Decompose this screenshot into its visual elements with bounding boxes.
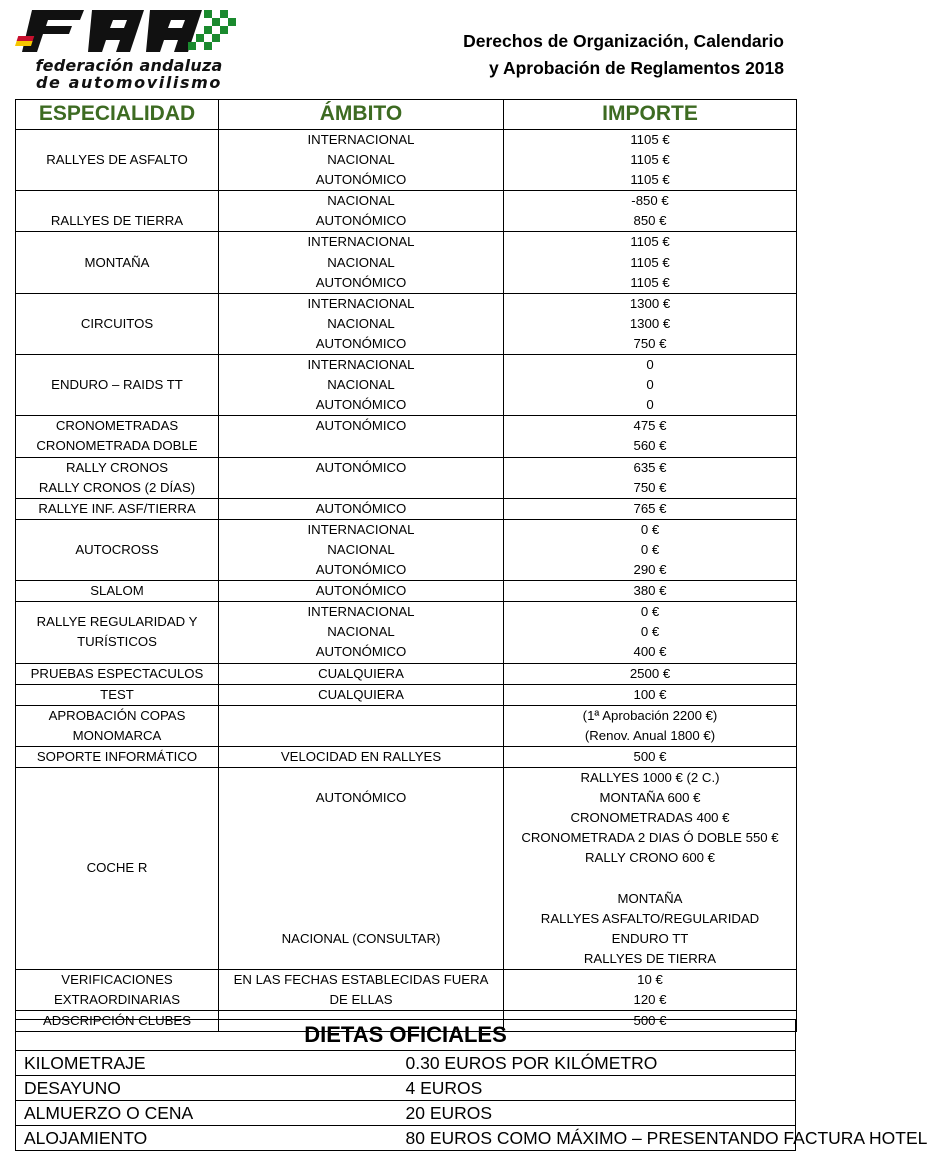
ambito-cell [219,519,504,580]
cell-line: PRUEBAS ESPECTACULOS [30,665,204,681]
table-row [16,457,797,498]
table-row [16,498,797,519]
cell-line: 1105 € [630,152,670,168]
cell-line: 1105 € [630,172,670,188]
cell-line: AUTONÓMICO [315,459,407,475]
importe-cell [504,663,797,684]
cell-line: NACIONAL [327,152,395,168]
table-row [16,602,797,663]
cell-line: ENDURO TT [611,930,689,946]
importe-cell [504,130,797,191]
cell-line: RALLY CRONO 600 € [585,850,715,866]
importe-cell [504,684,797,705]
header-importe: IMPORTE [504,100,797,130]
table-row [16,970,797,1011]
table-row [16,232,797,293]
dietas-body [16,1051,927,1151]
cell-line: 635 € [633,459,667,475]
ambito-cell [219,705,504,746]
table-row [16,191,797,232]
cell-line: 0 € [640,541,660,557]
dietas-label: ALOJAMIENTO [16,1126,406,1151]
table-row [16,746,797,767]
cell-line: 0 € [640,624,660,640]
cell-line: 850 € [633,213,667,229]
especialidad-cell [16,457,219,498]
importe-cell [504,970,797,1011]
cell-line: (Renov. Anual 1800 €) [584,727,716,743]
title-line-2: y Aprobación de Reglamentos 2018 [489,58,784,78]
cell-line: EN LAS FECHAS ESTABLECIDAS FUERA [233,972,489,987]
ambito-cell [219,457,504,498]
ambito-cell [219,355,504,416]
cell-line: RALLYES 1000 € (2 C.) [580,770,720,786]
cell-line: MONTAÑA [617,890,683,906]
cell-line: DE ELLAS [329,992,393,1008]
cell-line: NACIONAL [327,254,395,270]
cell-line: SOPORTE INFORMÁTICO [36,748,198,764]
cell-line: NACIONAL [327,541,395,557]
cell-line: COCHE R [86,860,148,876]
dietas-title: DIETAS OFICIALES [16,1020,796,1051]
cell-line: 1105 € [630,254,670,270]
especialidad-cell [16,746,219,767]
cell-line: INTERNACIONAL [307,357,415,373]
cell-line: VELOCIDAD EN RALLYES [280,748,442,764]
fees-table [15,99,797,1032]
cell-line: AUTONÓMICO [315,562,407,578]
cell-line: INTERNACIONAL [307,521,415,537]
cell-line: TURÍSTICOS [77,634,157,650]
cell-line: NACIONAL [327,315,395,331]
especialidad-cell [16,191,219,232]
dietas-label: DESAYUNO [16,1076,406,1101]
cell-line: MONTAÑA [84,254,150,270]
ambito-cell [219,684,504,705]
especialidad-cell [16,232,219,293]
importe-cell [504,705,797,746]
cell-line: AUTONÓMICO [315,172,407,188]
table-row [16,416,797,457]
cell-line: ENDURO – RAIDS TT [51,377,183,393]
table-row [16,705,797,746]
cell-line: CRONOMETRADA DOBLE [36,438,198,454]
cell-line: 750 € [633,479,667,495]
page-header [0,0,806,100]
cell-line: 0 [646,377,654,393]
ambito-cell [219,416,504,457]
cell-line: INTERNACIONAL [307,604,415,620]
cell-line: RALLYES DE TIERRA [583,950,717,966]
table-row [16,130,797,191]
cell-line: AUTONÓMICO [315,790,407,806]
table-header-row [16,100,797,130]
cell-line [219,716,503,736]
especialidad-cell [16,130,219,191]
importe-cell [504,768,797,970]
ambito-cell [219,130,504,191]
cell-line: SLALOM [90,583,144,599]
cell-line: CUALQUIERA [318,665,404,681]
cell-line: 100 € [633,686,667,702]
especialidad-cell [16,768,219,970]
cell-line: 1300 € [629,295,671,311]
cell-line: 500 € [633,1013,667,1029]
dietas-value: 4 EUROS [406,1076,796,1101]
logo-line-2: de automovilismo [35,73,223,92]
cell-line: (1ª Aprobación 2200 €) [582,707,718,723]
cell-line: 475 € [633,418,667,434]
table-row [16,293,797,354]
dietas-row [16,1076,796,1101]
importe-cell [504,746,797,767]
cell-line: 765 € [633,500,667,516]
importe-cell [504,581,797,602]
table-body [16,130,797,1032]
cell-line: NACIONAL [327,377,395,393]
importe-cell [504,232,797,293]
importe-cell [504,355,797,416]
cell-line: AUTONÓMICO [315,644,407,660]
cell-line: 0 [646,397,654,413]
faa-logo-mark [18,6,240,58]
cell-line: VERIFICACIONES [61,972,173,987]
dietas-value: 20 EUROS [406,1101,796,1126]
header-ambito: ÁMBITO [219,100,504,130]
cell-line: 290 € [633,562,667,578]
dietas-label: ALMUERZO O CENA [16,1101,406,1126]
table-row [16,519,797,580]
cell-line: CIRCUITOS [80,315,154,331]
cell-line: RALLY CRONOS (2 DÍAS) [38,479,196,495]
cell-line: NACIONAL [327,624,395,640]
cell-line: AUTONÓMICO [315,213,407,229]
cell-line: 380 € [633,583,667,599]
cell-line: RALLYES DE ASFALTO [46,152,188,168]
importe-cell [504,519,797,580]
ambito-cell [219,191,504,232]
cell-line: RALLYES DE TIERRA [50,213,184,229]
table-row [16,663,797,684]
table-row [16,684,797,705]
ambito-cell [219,232,504,293]
dietas-value: 0.30 EUROS POR KILÓMETRO [406,1051,796,1076]
cell-line: 10 € [637,972,663,987]
document-title [463,28,784,82]
cell-line: 0 [646,357,654,373]
especialidad-cell [16,581,219,602]
cell-line: 750 € [633,335,667,351]
dietas-label: KILOMETRAJE [16,1051,406,1076]
ambito-cell [219,746,504,767]
especialidad-cell [16,498,219,519]
cell-line: MONOMARCA [72,727,162,743]
cell-line: INTERNACIONAL [307,295,415,311]
faa-logo [18,6,240,94]
cell-line [504,869,796,889]
cell-line: AUTONÓMICO [315,335,407,351]
cell-line: 400 € [633,644,667,660]
ambito-cell [219,970,504,1011]
ambito-cell [219,602,504,663]
cell-line: RALLY CRONOS [65,459,169,475]
cell-line: NACIONAL [327,193,395,209]
cell-line: -850 € [631,193,669,209]
ambito-cell [219,663,504,684]
dietas-row [16,1051,796,1076]
especialidad-cell [16,416,219,457]
especialidad-cell [16,293,219,354]
cell-line: RALLYE REGULARIDAD Y [36,614,198,630]
table-row [16,355,797,416]
especialidad-cell [16,519,219,580]
especialidad-cell [16,663,219,684]
importe-cell [504,498,797,519]
cell-line: 1105 € [630,132,670,147]
especialidad-cell [16,355,219,416]
cell-line: RALLYE INF. ASF/TIERRA [38,500,196,516]
cell-line: 0 € [640,604,660,620]
importe-cell [504,416,797,457]
ambito-cell [219,293,504,354]
cell-line: INTERNACIONAL [307,132,415,147]
cell-line: EXTRAORDINARIAS [53,992,181,1008]
header-especialidad: ESPECIALIDAD [16,100,219,130]
especialidad-cell [16,684,219,705]
cell-line: ADSCRIPCIÓN CLUBES [42,1013,192,1029]
dietas-row [16,1126,796,1151]
dietas-row [16,1101,796,1126]
ambito-cell [219,768,504,970]
importe-cell [504,602,797,663]
especialidad-cell [16,970,219,1011]
cell-line: AUTONÓMICO [315,397,407,413]
dietas-table [15,1019,927,1151]
dietas-value: 80 EUROS COMO MÁXIMO – PRESENTANDO FACTURA HOTEL [406,1126,796,1151]
cell-line: RALLYES ASFALTO/REGULARIDAD [540,910,760,926]
title-line-1: Derechos de Organización, Calendario [463,31,784,51]
cell-line: MONTAÑA 600 € [599,790,701,806]
especialidad-cell [16,705,219,746]
cell-line: AUTONÓMICO [315,274,407,290]
cell-line: AUTONÓMICO [315,500,407,516]
cell-line: NACIONAL (CONSULTAR) [281,930,441,946]
cell-line: 500 € [633,748,667,764]
cell-line: CRONOMETRADAS [55,418,179,434]
cell-line: CUALQUIERA [318,686,404,702]
cell-line: 1105 € [630,234,670,250]
importe-cell [504,191,797,232]
importe-cell [504,293,797,354]
cell-line: 120 € [633,992,667,1008]
especialidad-cell [16,602,219,663]
cell-line: 560 € [633,438,667,454]
cell-line: AUTONÓMICO [315,583,407,599]
importe-cell [504,457,797,498]
cell-line: AUTONÓMICO [315,418,407,434]
ambito-cell [219,581,504,602]
table-row [16,581,797,602]
cell-line: CRONOMETRADA 2 DIAS Ó DOBLE 550 € [521,830,779,846]
logo-line-1: federación andaluza [35,56,223,75]
cell-line: 2500 € [629,665,671,681]
cell-line: 1300 € [629,315,671,331]
cell-line: CRONOMETRADAS 400 € [570,810,730,826]
cell-line: INTERNACIONAL [307,234,415,250]
cell-line: APROBACIÓN COPAS [48,707,186,723]
cell-line: 1105 € [630,274,670,290]
cell-line: AUTOCROSS [75,541,159,557]
cell-line: 0 € [640,521,660,537]
cell-line: TEST [100,686,134,702]
table-row [16,768,797,970]
ambito-cell [219,498,504,519]
